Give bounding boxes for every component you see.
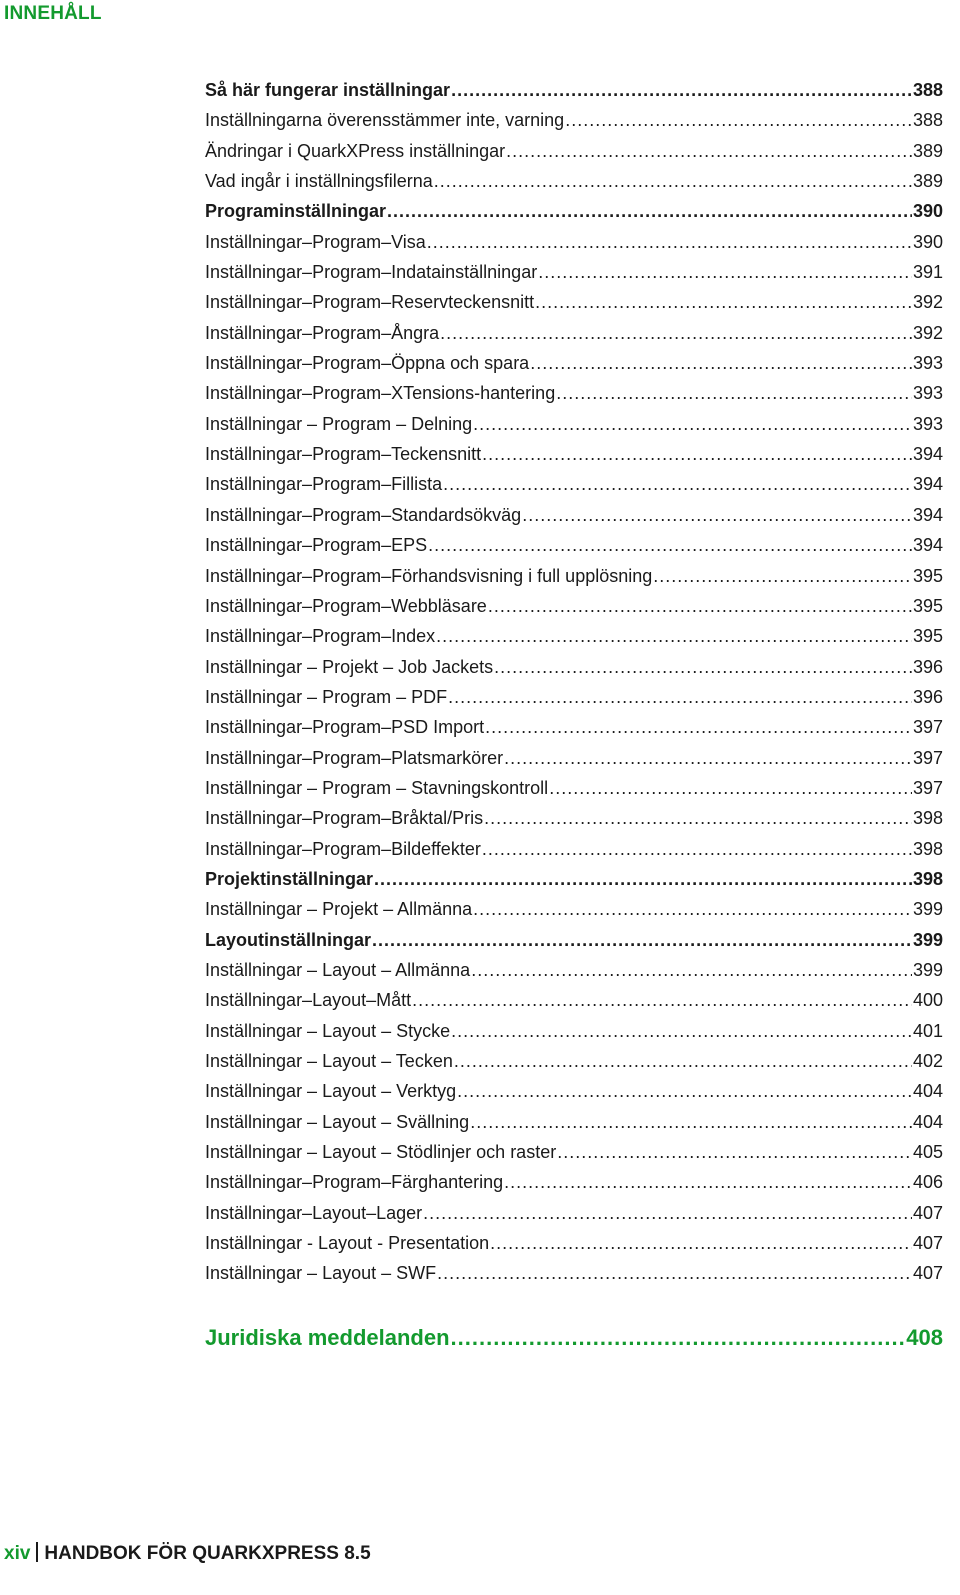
dot-leader	[473, 409, 912, 439]
dot-leader	[556, 378, 912, 408]
toc-entry-page: 399	[912, 899, 943, 920]
toc-entry[interactable]	[205, 1198, 943, 1228]
toc-entry[interactable]	[205, 834, 943, 864]
toc-entry-title: Inställningar – Program – PDF	[205, 686, 448, 707]
toc-entry-title: Inställningar – Projekt – Job Jackets	[205, 656, 494, 677]
toc-entry[interactable]	[205, 1258, 943, 1288]
toc-entry-page: 399	[912, 929, 943, 950]
toc-entry-title: Inställningar–Program–Öppna och spara	[205, 353, 530, 374]
toc-entry-page: 402	[912, 1051, 943, 1071]
toc-entry-page: 394	[912, 474, 943, 495]
toc-entry-page: 398	[912, 838, 943, 859]
table-of-contents	[205, 75, 943, 1289]
toc-entry[interactable]	[205, 136, 943, 166]
toc-entry[interactable]	[205, 803, 943, 833]
dot-leader	[448, 682, 912, 712]
toc-entry[interactable]	[205, 500, 943, 530]
toc-entry-title: Layoutinställningar	[205, 929, 372, 950]
dot-leader	[504, 743, 912, 773]
toc-entry[interactable]	[205, 1046, 943, 1076]
toc-entry-title: Inställningar–Program–Bildeffekter	[205, 838, 481, 859]
toc-entry[interactable]	[205, 591, 943, 621]
dot-leader	[387, 196, 912, 226]
toc-entry[interactable]	[205, 773, 943, 803]
dot-leader	[451, 75, 912, 105]
toc-entry-page: 389	[912, 140, 943, 161]
toc-entry[interactable]	[205, 652, 943, 682]
toc-entry-page: 407	[912, 1202, 943, 1223]
toc-entry-page: 395	[912, 626, 943, 647]
toc-entry-page: 397	[912, 747, 943, 768]
toc-entry-title: Programinställningar	[205, 201, 387, 222]
toc-entry-page: 393	[912, 353, 943, 374]
dot-leader	[374, 864, 912, 894]
toc-entry-title: Inställningar – Projekt – Allmänna	[205, 899, 473, 920]
toc-entry-page: 407	[912, 1233, 943, 1254]
toc-entry[interactable]	[205, 469, 943, 499]
toc-entry[interactable]	[205, 227, 943, 257]
dot-leader	[440, 318, 912, 348]
dot-leader	[427, 227, 912, 257]
dot-leader	[485, 712, 912, 742]
dot-leader	[437, 1258, 912, 1288]
toc-entry-page: 395	[912, 565, 943, 586]
toc-entry-title: Inställningar – Program – Delning	[205, 413, 473, 434]
dot-leader	[372, 925, 912, 955]
toc-entry[interactable]	[205, 1076, 943, 1106]
toc-entry[interactable]	[205, 348, 943, 378]
toc-entry[interactable]	[205, 257, 943, 287]
toc-entry-title: Inställningar–Program–Förhandsvisning i full upplösning	[205, 565, 653, 586]
toc-entry-page: 404	[912, 1111, 943, 1132]
toc-entry[interactable]	[205, 196, 943, 226]
footer-separator	[36, 1542, 38, 1562]
dot-leader	[530, 348, 912, 378]
toc-entry[interactable]	[205, 166, 943, 196]
toc-entry[interactable]	[205, 894, 943, 924]
toc-entry-title: Inställningar – Layout – Verktyg	[205, 1081, 457, 1102]
toc-entry-title: Inställningar–Program–EPS	[205, 535, 428, 556]
dot-leader	[412, 985, 912, 1015]
toc-entry-page: 400	[912, 990, 943, 1011]
toc-entry-title: Inställningar – Layout – Tecken	[205, 1051, 453, 1071]
toc-entry-page: 408	[906, 1325, 943, 1350]
toc-entry-page: 407	[912, 1263, 943, 1284]
dot-leader	[434, 166, 912, 196]
dot-leader	[428, 530, 912, 560]
toc-entry[interactable]	[205, 378, 943, 408]
toc-entry-page: 398	[912, 868, 943, 889]
toc-entry-page: 406	[912, 1172, 943, 1193]
toc-entry-title: Inställningar – Layout – Allmänna	[205, 959, 471, 980]
dot-leader	[538, 257, 912, 287]
toc-entry[interactable]	[205, 409, 943, 439]
page-title: INNEHÅLL	[4, 3, 102, 24]
toc-entry-page: 395	[912, 595, 943, 616]
dot-leader	[490, 1228, 912, 1258]
dot-leader	[451, 1325, 906, 1351]
toc-entry[interactable]	[205, 985, 943, 1015]
toc-entry-title: Inställningar–Program–Ångra	[205, 322, 440, 343]
toc-entry-page: 401	[912, 1020, 943, 1041]
toc-entry[interactable]	[205, 743, 943, 773]
dot-leader	[451, 1016, 912, 1046]
toc-entry[interactable]	[205, 105, 943, 135]
dot-leader	[454, 1046, 912, 1076]
toc-entry-title: Inställningar–Program–Platsmarkörer	[205, 747, 504, 768]
dot-leader	[443, 469, 912, 499]
page-footer	[4, 1542, 371, 1565]
toc-entry[interactable]	[205, 318, 943, 348]
toc-entry-page: 391	[912, 262, 943, 283]
footer-book-title: HANDBOK FÖR QUARKXPRESS 8.5	[44, 1543, 371, 1564]
toc-entry-page: 396	[912, 686, 943, 707]
toc-entry[interactable]	[205, 925, 943, 955]
dot-leader	[423, 1198, 912, 1228]
toc-entry-page: 390	[912, 231, 943, 252]
toc-entry-page: 394	[912, 535, 943, 556]
toc-entry-title: Inställningar–Program–Reservteckensnitt	[205, 292, 535, 313]
toc-entry-page: 390	[912, 201, 943, 222]
toc-entry-title: Inställningar–Program–Visa	[205, 231, 426, 252]
toc-entry-page: 393	[912, 413, 943, 434]
toc-entry[interactable]	[205, 75, 943, 105]
toc-entry-page: 404	[912, 1081, 943, 1102]
dot-leader	[494, 652, 912, 682]
toc-entry-title: Inställningar–Program–XTensions-hantering	[205, 383, 556, 404]
toc-entry[interactable]	[205, 955, 943, 985]
toc-entry[interactable]	[205, 530, 943, 560]
toc-entry-title: Inställningar – Program – Stavningskontroll	[205, 777, 549, 798]
toc-entry-title: Inställningar–Program–Index	[205, 626, 436, 647]
dot-leader	[482, 834, 912, 864]
dot-leader	[557, 1137, 912, 1167]
toc-entry[interactable]	[205, 1107, 943, 1137]
toc-entry[interactable]	[205, 287, 943, 317]
dot-leader	[504, 1167, 912, 1197]
toc-entry-page: 389	[912, 171, 943, 192]
toc-entry-title: Inställningar–Program–Teckensnitt	[205, 444, 482, 465]
toc-entry[interactable]	[205, 561, 943, 591]
toc-entry-page: 397	[912, 717, 943, 738]
toc-entry-page: 397	[912, 777, 943, 798]
toc-entry-page: 392	[912, 322, 943, 343]
dot-leader	[522, 500, 912, 530]
dot-leader	[436, 621, 912, 651]
toc-entry[interactable]	[205, 1016, 943, 1046]
toc-entry-title: Inställningar–Program–Indatainställningar	[205, 262, 538, 283]
toc-entry-title: Inställningar – Layout – Stödlinjer och raster	[205, 1142, 557, 1163]
toc-entry-title: Inställningar–Program–Bråktal/Pris	[205, 808, 484, 829]
toc-entry[interactable]	[205, 1137, 943, 1167]
toc-entry-title: Juridiska meddelanden	[205, 1325, 450, 1350]
dot-leader	[549, 773, 912, 803]
toc-entry-page: 399	[912, 959, 943, 980]
toc-entry[interactable]	[205, 682, 943, 712]
toc-entry-page: 388	[912, 80, 943, 100]
toc-entry-page: 392	[912, 292, 943, 313]
toc-entry-title: Ändringar i QuarkXPress inställningar	[205, 140, 506, 161]
toc-entry[interactable]	[205, 439, 943, 469]
toc-entry-title: Inställningar–Program–Webbläsare	[205, 595, 487, 616]
toc-entry-page: 394	[912, 504, 943, 525]
toc-entry-title: Inställningar–Program–Standardsökväg	[205, 504, 522, 525]
toc-entry-title: Inställningar – Layout – Svällning	[205, 1111, 470, 1132]
toc-entry-title: Inställningar–Layout–Mått	[205, 990, 412, 1011]
toc-entry-title: Inställningar - Layout - Presentation	[205, 1233, 490, 1254]
dot-leader	[484, 803, 912, 833]
dot-leader	[653, 561, 912, 591]
toc-entry-page: 396	[912, 656, 943, 677]
toc-entry-title: Så här fungerar inställningar	[205, 80, 451, 100]
dot-leader	[535, 287, 912, 317]
dot-leader	[473, 894, 912, 924]
toc-entry-title: Projektinställningar	[205, 868, 374, 889]
toc-entry-page: 388	[912, 110, 943, 131]
toc-entry-legal[interactable]	[205, 1325, 943, 1351]
toc-entry-title: Vad ingår i inställningsfilerna	[205, 171, 433, 192]
toc-entry-title: Inställningar–Program–Fillista	[205, 474, 443, 495]
dot-leader	[471, 955, 912, 985]
toc-entry-page: 405	[912, 1142, 943, 1163]
toc-entry-title: Inställningarna överensstämmer inte, varning	[205, 110, 565, 131]
toc-entry-title: Inställningar–Layout–Lager	[205, 1202, 423, 1223]
dot-leader	[506, 136, 912, 166]
toc-entry-page: 398	[912, 808, 943, 829]
dot-leader	[565, 105, 912, 135]
toc-entry-title: Inställningar–Program–PSD Import	[205, 717, 485, 738]
toc-entry[interactable]	[205, 621, 943, 651]
dot-leader	[470, 1107, 912, 1137]
dot-leader	[482, 439, 912, 469]
toc-entry[interactable]	[205, 712, 943, 742]
toc-entry-title: Inställningar – Layout – Stycke	[205, 1020, 451, 1041]
toc-entry-title: Inställningar–Program–Färghantering	[205, 1172, 504, 1193]
dot-leader	[488, 591, 912, 621]
toc-entry[interactable]	[205, 1167, 943, 1197]
dot-leader	[457, 1076, 912, 1106]
footer-page-number: xiv	[4, 1543, 31, 1564]
toc-entry[interactable]	[205, 864, 943, 894]
toc-entry[interactable]	[205, 1228, 943, 1258]
toc-entry-title: Inställningar – Layout – SWF	[205, 1263, 437, 1284]
toc-entry-page: 393	[912, 383, 943, 404]
toc-entry-page: 394	[912, 444, 943, 465]
